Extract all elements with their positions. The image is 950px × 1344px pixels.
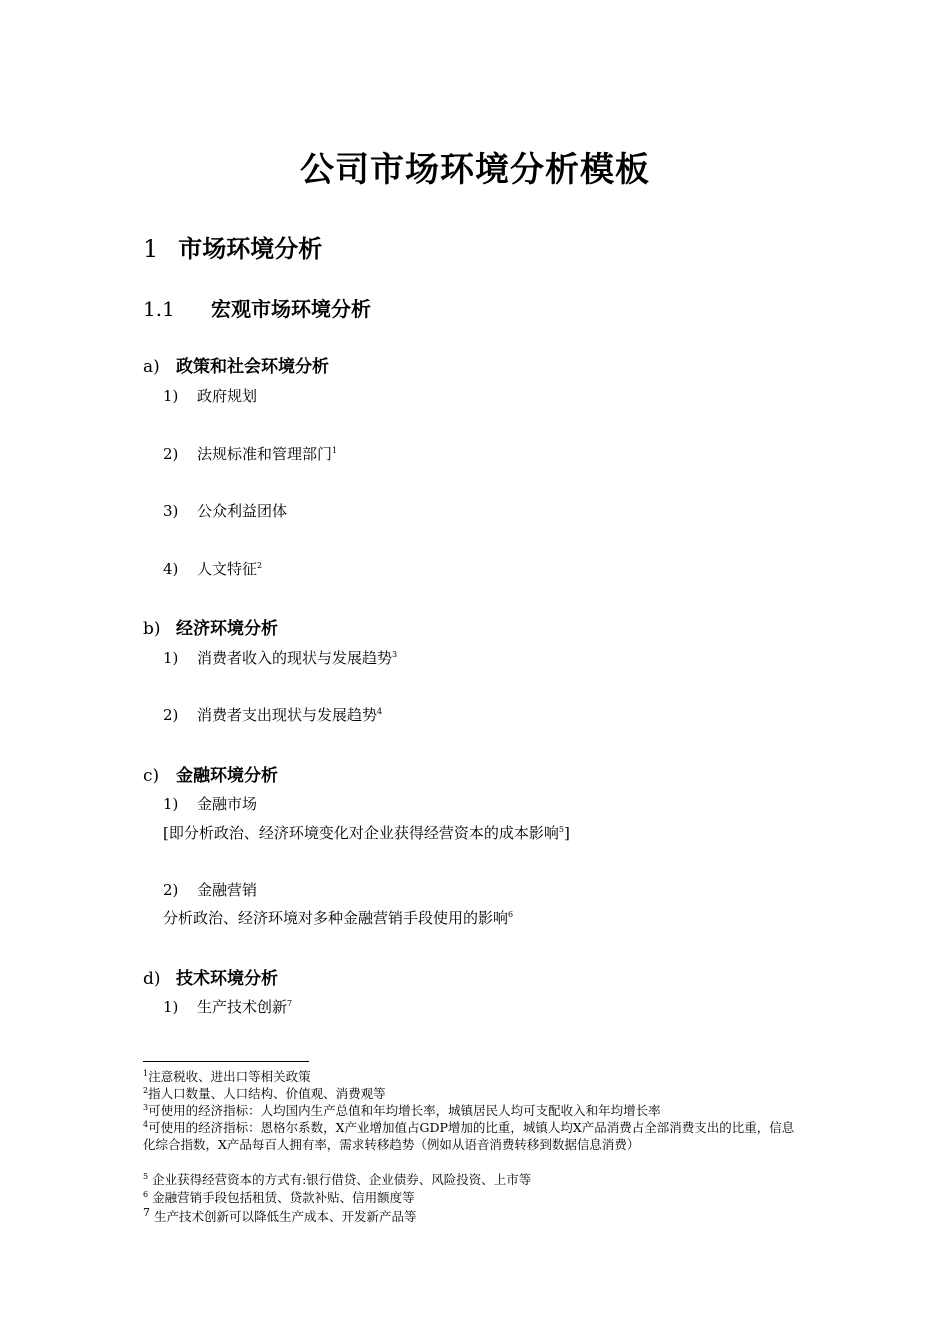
subsection-number: c) [143, 766, 160, 786]
footnote-text: 金融营销手段包括租赁、贷款补贴、信用额度等 [148, 1190, 415, 1205]
footnote-ref[interactable]: 2 [257, 561, 263, 570]
list-item [163, 704, 382, 725]
footnote-text: 可使用的经济指标：恩格尔系数，X产业增加值占GDP增加的比重，城镇人均X产品消费占全部消费支出的比重，信息化综合指数，X产品每百人拥有率，需求转移趋势（例如从语音消费转移到数据信息消费） [143, 1120, 795, 1152]
footnote-text: 指人口数量、人口结构、价值观、消费观等 [148, 1086, 386, 1101]
item-text: 人文特征 [197, 560, 258, 578]
footnote [143, 1085, 803, 1102]
item-number: 2) [163, 881, 179, 899]
footnote [143, 1119, 803, 1153]
subsection-number: d) [143, 969, 161, 989]
subsection-label: 经济环境分析 [176, 619, 278, 639]
footnote-text: 生产技术创新可以降低生产成本、开发新产品等 [150, 1209, 417, 1224]
section-heading-1-1 [143, 293, 371, 322]
item-text: 政府规划 [197, 387, 258, 405]
footnote-text: 企业获得经营资本的方式有:银行借贷、企业债券、风险投资、上市等 [148, 1172, 532, 1187]
footnote [143, 1189, 803, 1206]
item-number: 3) [163, 502, 179, 520]
subsection-heading-a [143, 352, 329, 377]
footnote-ref[interactable]: 1 [332, 446, 338, 455]
list-item [163, 647, 397, 668]
footnote-ref[interactable]: 6 [508, 910, 514, 919]
item-note [163, 822, 570, 843]
list-item [163, 558, 262, 579]
subsection-heading-d [143, 964, 278, 989]
footnote [143, 1205, 803, 1225]
item-text: 生产技术创新 [197, 998, 288, 1016]
section-number: 1 [143, 235, 159, 263]
item-text: 金融市场 [197, 795, 258, 813]
item-number: 2) [163, 445, 179, 463]
document-title: 公司市场环境分析模板 [300, 150, 650, 190]
footnote-number: 2 [143, 1085, 149, 1095]
subsection-label: 技术环境分析 [176, 969, 278, 989]
footnote-separator [143, 1061, 309, 1062]
subsection-number: b) [143, 619, 161, 639]
section-label: 市场环境分析 [178, 235, 323, 263]
subsection-heading-c [143, 761, 278, 786]
item-number: 4) [163, 560, 179, 578]
footnote-text: 可使用的经济指标：人均国内生产总值和年均增长率，城镇居民人均可支配收入和年均增长率 [148, 1103, 661, 1118]
footnote-ref[interactable]: 3 [392, 650, 398, 659]
footnote-number: 5 [143, 1171, 149, 1181]
section-number: 1.1 [143, 297, 175, 321]
footnote [143, 1171, 803, 1188]
item-number: 1) [163, 649, 179, 667]
item-number: 1) [163, 795, 179, 813]
list-item [163, 996, 292, 1017]
list-item [163, 385, 257, 406]
section-heading-1 [143, 229, 322, 264]
note-bracket: ] [563, 824, 570, 842]
list-item [163, 443, 337, 464]
footnote-number: 6 [143, 1189, 149, 1199]
item-number: 1) [163, 387, 179, 405]
list-item [163, 793, 257, 814]
footnote [143, 1102, 803, 1119]
footnote-number: 7 [143, 1205, 150, 1219]
item-number: 2) [163, 706, 179, 724]
list-item [163, 500, 287, 521]
footnote [143, 1068, 803, 1085]
item-text: 金融营销 [197, 881, 258, 899]
item-text: 公众利益团体 [197, 502, 288, 520]
item-note [163, 907, 513, 928]
section-label: 宏观市场环境分析 [211, 297, 371, 321]
footnote-ref[interactable]: 5 [558, 825, 564, 834]
item-number: 1) [163, 998, 179, 1016]
item-text: 法规标准和管理部门 [197, 445, 333, 463]
subsection-label: 金融环境分析 [176, 766, 278, 786]
subsection-number: a) [143, 357, 160, 377]
footnote-number: 3 [143, 1102, 149, 1112]
list-item [163, 879, 257, 900]
subsection-heading-b [143, 614, 278, 639]
note-text: [即分析政治、经济环境变化对企业获得经营资本的成本影响 [163, 824, 559, 842]
footnote-number: 4 [143, 1119, 149, 1129]
item-text: 消费者收入的现状与发展趋势 [197, 649, 393, 667]
item-text: 消费者支出现状与发展趋势 [197, 706, 378, 724]
subsection-label: 政策和社会环境分析 [176, 357, 329, 377]
footnote-number: 1 [143, 1068, 149, 1078]
note-text: 分析政治、经济环境对多种金融营销手段使用的影响 [163, 909, 509, 927]
footnote-ref[interactable]: 7 [287, 999, 293, 1008]
footnote-ref[interactable]: 4 [377, 707, 383, 716]
footnote-text: 注意税收、进出口等相关政策 [148, 1069, 311, 1084]
